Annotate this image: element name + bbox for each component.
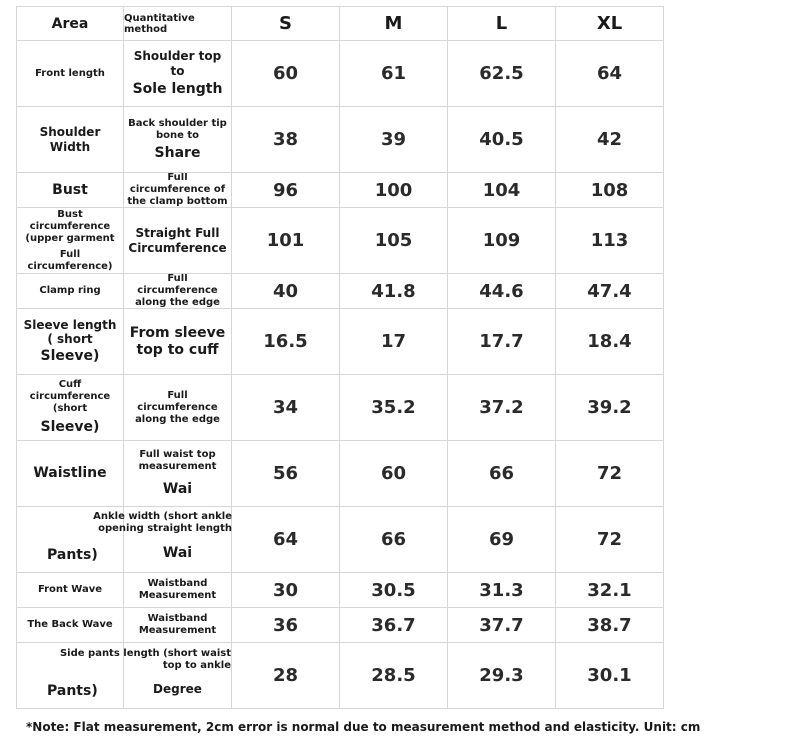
area-label: Bust circumference (upper garment	[25, 208, 115, 244]
value-xl: 113	[556, 208, 664, 274]
value-m: 28.5	[340, 643, 448, 709]
value-l: 104	[448, 173, 556, 208]
area-label-2: Full circumference)	[27, 248, 113, 272]
value-m: 105	[340, 208, 448, 274]
area-label: Cuff circumference (short	[29, 379, 111, 415]
value-xl: 39.2	[556, 375, 664, 441]
area-label-2: Sleeve)	[40, 348, 100, 365]
value-s: 101	[232, 208, 340, 274]
area-label: Bust	[52, 181, 88, 198]
footnote: *Note: Flat measurement, 2cm error is normal due to measurement method and elasticity. Unit: cm	[26, 720, 701, 734]
method-label: Full circumference of the clamp bottom	[127, 173, 228, 207]
row-method	[124, 274, 232, 309]
value-xl: 72	[556, 441, 664, 507]
area-label: The Back Wave	[27, 619, 113, 630]
method-label: From sleeve top to cuff	[129, 324, 226, 358]
value-s: 56	[232, 441, 340, 507]
value-m: 41.8	[340, 274, 448, 309]
method-label: Waistband Measurement	[138, 613, 217, 636]
row-method	[124, 608, 232, 643]
area-label: Ankle width (short ankle opening straight length	[93, 511, 232, 534]
header-area: Area	[16, 6, 124, 41]
value-xl: 38.7	[556, 608, 664, 643]
row-area	[16, 309, 124, 375]
method-sub: Sole length	[132, 80, 223, 97]
row-method	[124, 41, 232, 107]
value-s: 30	[232, 573, 340, 608]
value-m: 39	[340, 107, 448, 173]
row-method	[124, 573, 232, 608]
method-label: Full waist top measurement	[138, 449, 217, 473]
value-xl: 108	[556, 173, 664, 208]
value-m: 30.5	[340, 573, 448, 608]
method-sub: Wai	[162, 481, 193, 498]
row-method	[124, 441, 232, 507]
value-m: 66	[340, 507, 448, 573]
value-l: 40.5	[448, 107, 556, 173]
method-label: Back shoulder tip bone to	[128, 117, 227, 141]
area-label: Front Wave	[37, 584, 103, 595]
value-xl: 18.4	[556, 309, 664, 375]
row-method	[124, 208, 232, 274]
row-method	[124, 309, 232, 375]
row-area	[16, 173, 124, 208]
area-label: Side pants length (short waist top to ankle	[59, 648, 231, 671]
value-l: 31.3	[448, 573, 556, 608]
method-label: Straight Full Circumference	[128, 226, 227, 255]
value-xl: 32.1	[556, 573, 664, 608]
value-s: 28	[232, 643, 340, 709]
area-label: Clamp ring	[39, 285, 101, 296]
value-l: 62.5	[448, 41, 556, 107]
value-s: 34	[232, 375, 340, 441]
value-s: 60	[232, 41, 340, 107]
area-label-2: Sleeve)	[40, 419, 100, 436]
row-method	[124, 375, 232, 441]
value-l: 109	[448, 208, 556, 274]
value-l: 17.7	[448, 309, 556, 375]
header-size-m: M	[340, 6, 448, 41]
value-xl: 42	[556, 107, 664, 173]
value-m: 17	[340, 309, 448, 375]
header-size-l: L	[448, 6, 556, 41]
area-label-2: Pants)	[47, 683, 98, 699]
row-method	[124, 173, 232, 208]
area-label: Waistline	[33, 465, 107, 482]
value-m: 36.7	[340, 608, 448, 643]
size-chart-table	[16, 6, 664, 713]
row-area	[16, 375, 124, 441]
value-s: 96	[232, 173, 340, 208]
row-area	[16, 573, 124, 608]
value-s: 16.5	[232, 309, 340, 375]
method-sub: Degree	[153, 681, 202, 696]
value-m: 61	[340, 41, 448, 107]
method-label: Waistband Measurement	[138, 578, 217, 601]
value-s: 40	[232, 274, 340, 309]
row-area	[16, 441, 124, 507]
area-label: Sleeve length ( short	[23, 317, 117, 347]
row-area	[16, 107, 124, 173]
method-label: Shoulder top to	[133, 49, 222, 78]
area-label-2: Width	[49, 139, 91, 154]
method-sub: Share	[154, 144, 201, 161]
value-l: 37.7	[448, 608, 556, 643]
value-xl: 64	[556, 41, 664, 107]
row-area	[16, 274, 124, 309]
value-l: 69	[448, 507, 556, 573]
value-s: 38	[232, 107, 340, 173]
method-label: Full circumference along the edge	[135, 389, 220, 425]
header-size-s: S	[232, 6, 340, 41]
area-label-2: Pants)	[47, 547, 98, 563]
value-l: 29.3	[448, 643, 556, 709]
value-s: 36	[232, 608, 340, 643]
value-m: 60	[340, 441, 448, 507]
area-label: Front length	[35, 67, 105, 79]
value-m: 100	[340, 173, 448, 208]
value-s: 64	[232, 507, 340, 573]
row-area	[16, 208, 124, 274]
value-xl: 47.4	[556, 274, 664, 309]
row-method	[124, 107, 232, 173]
header-method: Quantitative method	[124, 6, 232, 41]
value-l: 66	[448, 441, 556, 507]
row-area	[16, 41, 124, 107]
header-size-xl: XL	[556, 6, 664, 41]
value-xl: 30.1	[556, 643, 664, 709]
row-area	[16, 608, 124, 643]
value-xl: 72	[556, 507, 664, 573]
value-l: 37.2	[448, 375, 556, 441]
value-l: 44.6	[448, 274, 556, 309]
area-label: Shoulder	[39, 125, 101, 140]
method-sub: Wai	[162, 545, 193, 562]
method-label: Full circumference along the edge	[135, 274, 220, 308]
value-m: 35.2	[340, 375, 448, 441]
